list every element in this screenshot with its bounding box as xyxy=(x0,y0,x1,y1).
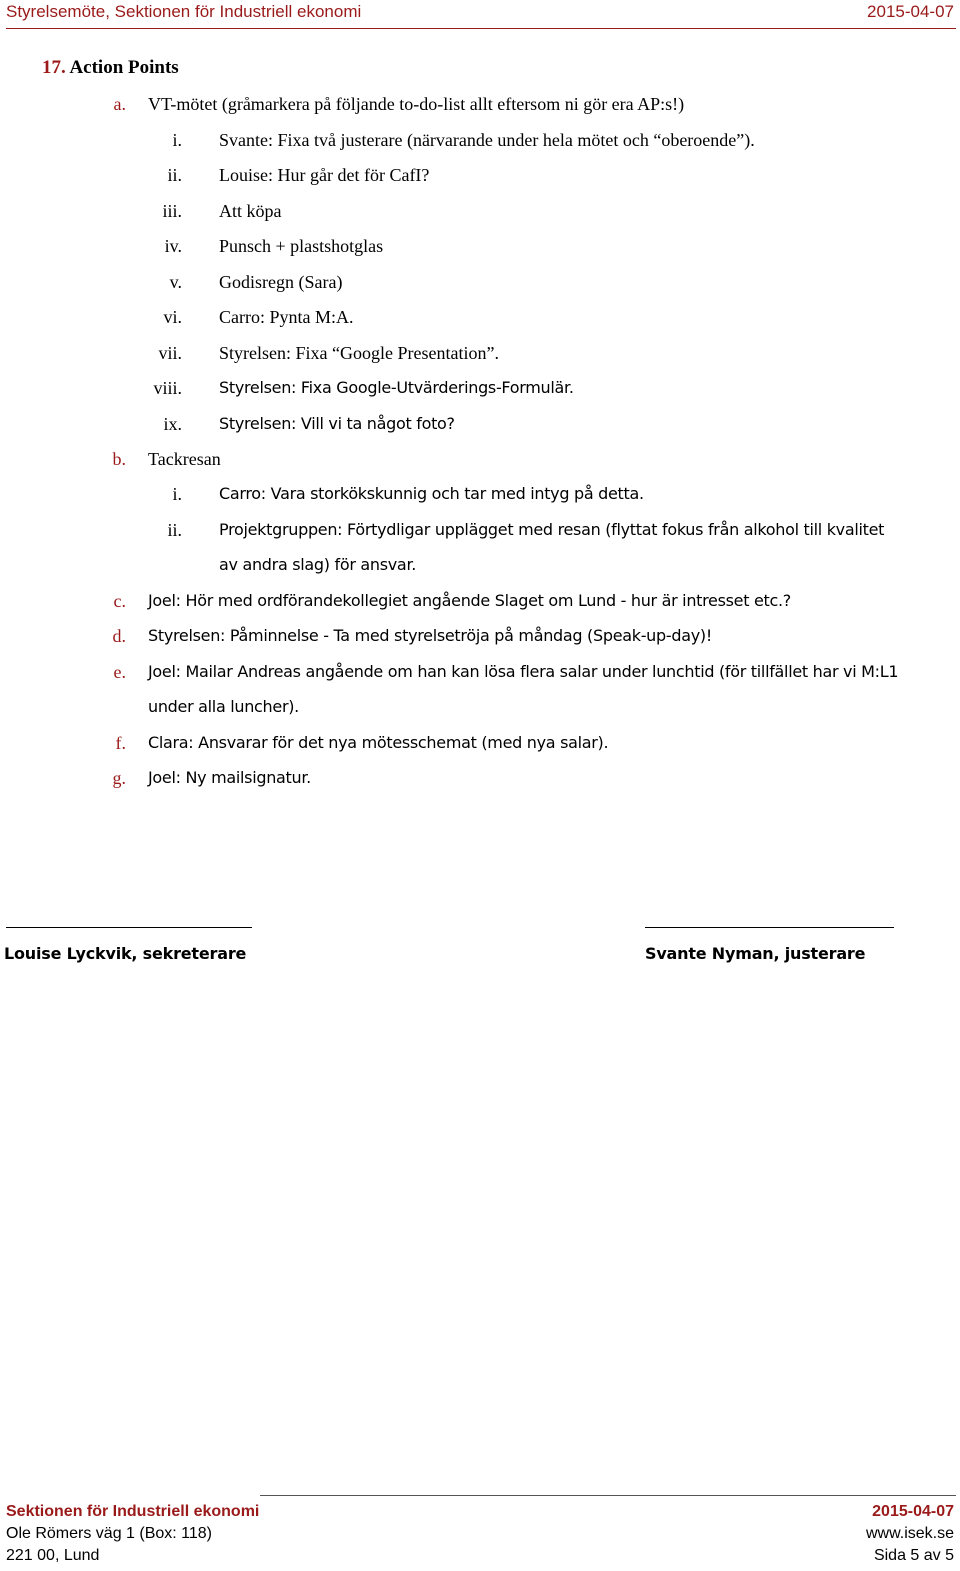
list-text: Clara: Ansvarar för det nya mötesschemat (med nya salar). xyxy=(148,733,609,752)
sub-label: vi. xyxy=(163,307,182,327)
sub-text-continued: av andra slag) för ansvar. xyxy=(219,555,417,574)
sub-label: vii. xyxy=(158,343,182,363)
sub-text: Styrelsen: Fixa “Google Presentation”. xyxy=(219,343,499,363)
footer-org: Sektionen för Industriell ekonomi xyxy=(6,1503,260,1520)
sub-label: i. xyxy=(172,484,182,504)
list-label: d. xyxy=(112,626,126,646)
list-label: a. xyxy=(113,94,126,114)
list-text: Joel: Mailar Andreas angående om han kan lösa flera salar under lunchtid (för tillfället har vi M:L1 xyxy=(148,662,899,681)
sub-label: ix. xyxy=(163,414,182,434)
signature-line-right xyxy=(645,927,894,928)
sub-label: i. xyxy=(172,130,182,150)
footer-page-number: Sida 5 av 5 xyxy=(873,1547,954,1564)
section-heading xyxy=(42,57,179,79)
sub-text: Carro: Vara storkökskunnig och tar med intyg på detta. xyxy=(219,484,644,503)
sub-label: iv. xyxy=(164,236,182,256)
header-title: Styrelsemöte, Sektionen för Industriell ekonomi xyxy=(6,2,362,21)
signature-line-left xyxy=(6,927,252,928)
sub-text: Att köpa xyxy=(219,201,282,221)
footer-website: www.isek.se xyxy=(865,1525,954,1542)
list-label: g. xyxy=(112,768,126,788)
sub-label: iii. xyxy=(162,201,182,221)
sub-text: Svante: Fixa två justerare (närvarande under hela mötet och “oberoende”). xyxy=(219,130,755,150)
sub-text: Styrelsen: Vill vi ta något foto? xyxy=(219,414,455,433)
header-date: 2015-04-07 xyxy=(867,2,954,21)
sub-text: Punsch + plastshotglas xyxy=(219,236,384,256)
footer-divider xyxy=(260,1495,956,1496)
list-label: c. xyxy=(113,591,126,611)
footer-address-line1: Ole Römers väg 1 (Box: 118) xyxy=(6,1525,213,1542)
signature-name-left: Louise Lyckvik, sekreterare xyxy=(4,944,247,963)
list-text: Tackresan xyxy=(148,449,221,469)
signature-name-right: Svante Nyman, justerare xyxy=(645,944,866,963)
sub-label: viii. xyxy=(153,378,182,398)
sub-text: Projektgruppen: Förtydligar upplägget med resan (flyttat fokus från alkohol till kvalitet xyxy=(219,520,885,539)
sub-text: Styrelsen: Fixa Google-Utvärderings-Formulär. xyxy=(219,378,574,397)
footer-address-line2: 221 00, Lund xyxy=(6,1547,100,1564)
sub-text: Godisregn (Sara) xyxy=(219,272,343,292)
sub-label: v. xyxy=(169,272,182,292)
list-label: b. xyxy=(112,449,126,469)
list-text: Joel: Hör med ordförandekollegiet angående Slaget om Lund - hur är intresset etc.? xyxy=(148,591,791,610)
sub-label: ii. xyxy=(167,520,182,540)
list-text: Joel: Ny mailsignatur. xyxy=(148,768,311,787)
list-text: VT-mötet (gråmarkera på följande to-do-list allt eftersom ni gör era AP:s!) xyxy=(148,94,685,114)
sub-label: ii. xyxy=(167,165,182,185)
list-text: Styrelsen: Påminnelse - Ta med styrelsetröja på måndag (Speak-up-day)! xyxy=(148,626,712,645)
section-number: 17. xyxy=(42,57,66,78)
list-label: f. xyxy=(115,733,126,753)
list-label: e. xyxy=(113,662,126,682)
sub-text: Louise: Hur går det för CafI? xyxy=(219,165,430,185)
section-title: Action Points xyxy=(69,57,179,78)
header-divider xyxy=(6,28,956,29)
list-text-continued: under alla luncher). xyxy=(148,697,299,716)
footer-date: 2015-04-07 xyxy=(872,1503,954,1520)
sub-text: Carro: Pynta M:A. xyxy=(219,307,354,327)
